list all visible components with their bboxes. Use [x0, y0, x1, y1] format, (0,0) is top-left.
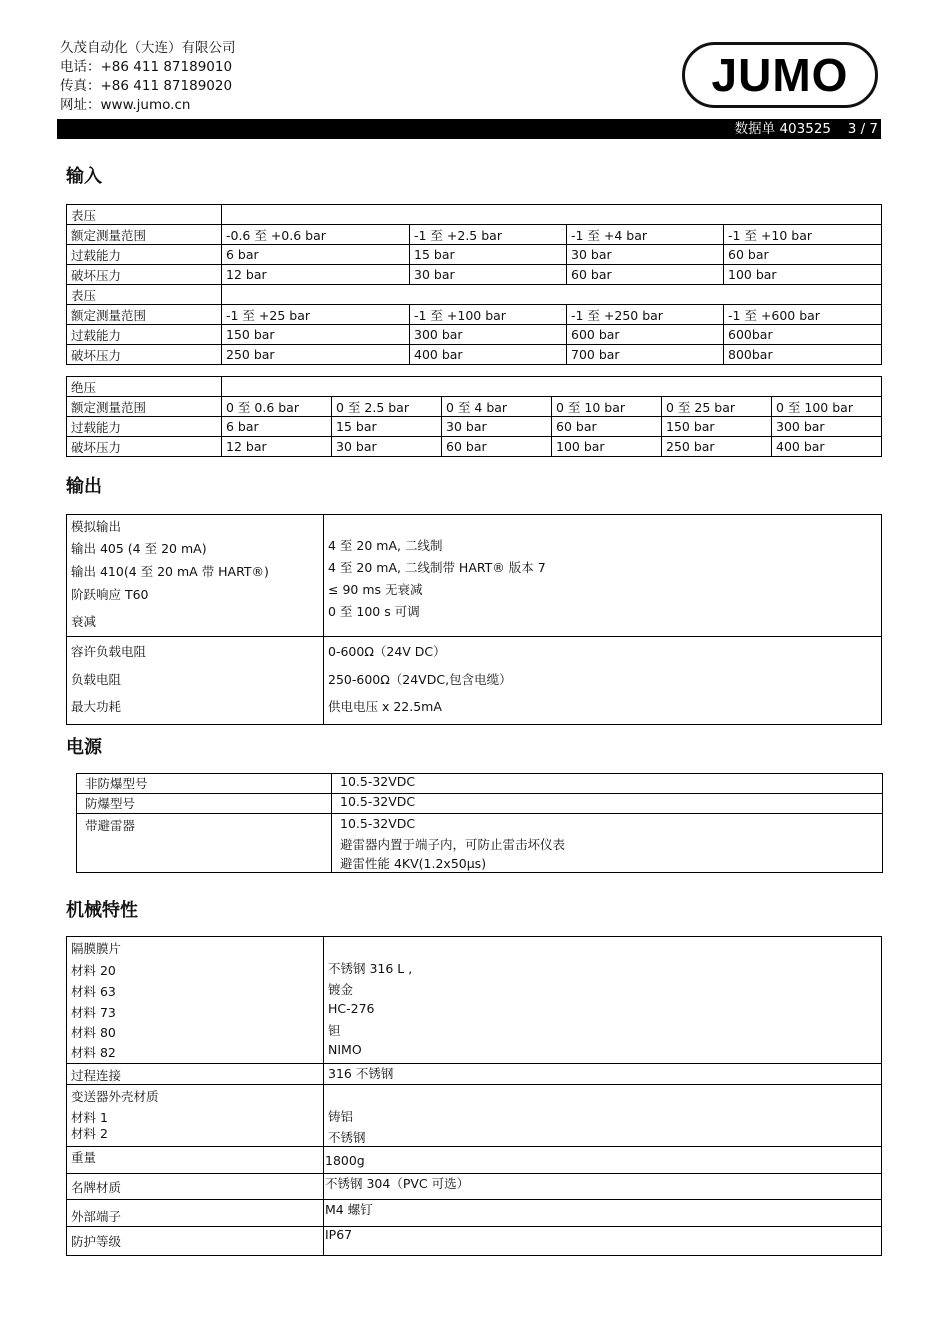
cell: 4 至 20 mA, 二线制 [328, 538, 443, 553]
row-label: 材料 82 [71, 1045, 116, 1060]
jumo-logo [682, 42, 878, 108]
group-label: 绝压 [67, 377, 222, 397]
cell: 800bar [724, 345, 882, 365]
row-label: 衰减 [71, 614, 97, 629]
row-label: 破坏压力 [67, 265, 222, 285]
cell: 60 bar [567, 265, 724, 285]
cell: 100 bar [724, 265, 882, 285]
row-label: 额定测量范围 [67, 225, 222, 245]
cell: HC-276 [328, 1001, 375, 1016]
cell: -1 至 +600 bar [724, 305, 882, 325]
cell: -1 至 +4 bar [567, 225, 724, 245]
cell: 镀金 [328, 982, 354, 997]
row-label: 过载能力 [67, 245, 222, 265]
power-table [76, 773, 883, 873]
row-label: 名牌材质 [67, 1174, 324, 1200]
table-row [67, 225, 882, 245]
row-label: 过程连接 [67, 1064, 324, 1085]
cell: 60 bar [552, 417, 662, 437]
cell: 600 bar [567, 325, 724, 345]
table-row [67, 417, 882, 437]
row-label: 材料 80 [71, 1025, 116, 1040]
table-row [67, 937, 882, 1064]
row-label: 防护等级 [67, 1227, 324, 1256]
table-row [77, 794, 883, 814]
row-label: 材料 20 [71, 963, 116, 978]
analog-output-label: 模拟输出 [71, 519, 122, 534]
cell: 30 bar [442, 417, 552, 437]
cell: 10.5-32VDC [340, 816, 416, 831]
page-number: 3 / 7 [847, 121, 878, 137]
cell: 30 bar [332, 437, 442, 457]
table-row [67, 305, 882, 325]
table-row [67, 1200, 882, 1227]
cell: 250 bar [662, 437, 772, 457]
cell: 10.5-32VDC [332, 794, 883, 814]
table-row [67, 1147, 882, 1174]
cell: 不锈钢 [328, 1130, 366, 1145]
cell: 250-600Ω（24VDC,包含电缆） [328, 672, 512, 687]
cell: M4 螺钉 [324, 1200, 882, 1227]
row-label: 输出 410(4 至 20 mA 带 HART®) [71, 564, 269, 579]
table-row [67, 245, 882, 265]
row-label: 材料 63 [71, 984, 116, 999]
contact-block [60, 39, 236, 115]
table-row [67, 1064, 882, 1085]
cell: 6 bar [222, 417, 332, 437]
cell: NIMO [328, 1042, 362, 1057]
mechanical-table [66, 936, 882, 1256]
cell: 铸铝 [328, 1109, 354, 1124]
cell: 0 至 10 bar [552, 397, 662, 417]
company-name: 久茂自动化（大连）有限公司 [60, 40, 236, 56]
cell: 10.5-32VDC [332, 774, 883, 794]
cell: 避雷器内置于端子内，可防止雷击坏仪表 [340, 837, 566, 852]
cell: 供电电压 x 22.5mA [328, 699, 442, 714]
absolute-pressure-table [66, 376, 882, 457]
logo-text: JUMO [711, 49, 849, 101]
cell: -1 至 +10 bar [724, 225, 882, 245]
cell: 6 bar [222, 245, 410, 265]
phone-number: 电话：+86 411 87189010 [60, 59, 233, 75]
row-label: 破坏压力 [67, 437, 222, 457]
row-label: 额定测量范围 [67, 397, 222, 417]
group-label: 表压 [67, 205, 222, 225]
cell: 100 bar [552, 437, 662, 457]
table-row [67, 285, 882, 305]
cell: 不锈钢 316 L , [328, 961, 413, 976]
cell: 700 bar [567, 345, 724, 365]
table-row [67, 637, 882, 725]
cell: 4 至 20 mA, 二线制带 HART® 版本 7 [328, 560, 546, 575]
cell: 600bar [724, 325, 882, 345]
cell: 0 至 0.6 bar [222, 397, 332, 417]
section-title-output: 输出 [66, 476, 102, 497]
row-label: 过载能力 [67, 325, 222, 345]
cell: 300 bar [410, 325, 567, 345]
cell: ≤ 90 ms 无衰减 [328, 582, 423, 597]
table-row [77, 814, 883, 873]
cell: 30 bar [410, 265, 567, 285]
housing-label: 变送器外壳材质 [71, 1089, 159, 1104]
cell: 400 bar [410, 345, 567, 365]
section-title-input: 输入 [66, 166, 102, 187]
row-label: 防爆型号 [77, 794, 332, 814]
row-label: 材料 2 [71, 1126, 108, 1141]
row-label: 材料 73 [71, 1005, 116, 1020]
cell: 0 至 4 bar [442, 397, 552, 417]
cell: 12 bar [222, 265, 410, 285]
row-label: 负载电阻 [71, 672, 122, 687]
table-row [67, 1227, 882, 1256]
section-title-power: 电源 [66, 737, 102, 758]
table-row [67, 397, 882, 417]
header-bar [57, 119, 881, 139]
row-label: 非防爆型号 [77, 774, 332, 794]
diaphragm-label: 隔膜膜片 [71, 941, 122, 956]
row-label: 阶跃响应 T60 [71, 587, 149, 602]
cell: 1800g [324, 1147, 882, 1174]
cell: -1 至 +2.5 bar [410, 225, 567, 245]
table-row [67, 325, 882, 345]
cell: 0 至 25 bar [662, 397, 772, 417]
cell: 12 bar [222, 437, 332, 457]
group-label: 表压 [67, 285, 222, 305]
cell: 15 bar [410, 245, 567, 265]
cell: 0 至 2.5 bar [332, 397, 442, 417]
cell: 150 bar [222, 325, 410, 345]
cell: 15 bar [332, 417, 442, 437]
gauge-pressure-table [66, 204, 882, 365]
cell: 钽 [328, 1023, 341, 1038]
table-row [77, 774, 883, 794]
cell: -1 至 +250 bar [567, 305, 724, 325]
cell: 0-600Ω（24V DC） [328, 644, 446, 659]
output-table [66, 514, 882, 725]
cell: 30 bar [567, 245, 724, 265]
row-label: 外部端子 [67, 1200, 324, 1227]
cell: 250 bar [222, 345, 410, 365]
row-label: 输出 405 (4 至 20 mA) [71, 541, 207, 556]
cell: IP67 [324, 1227, 882, 1256]
cell: 150 bar [662, 417, 772, 437]
table-row [67, 205, 882, 225]
section-title-mechanical: 机械特性 [66, 900, 138, 921]
cell: 0 至 100 bar [772, 397, 882, 417]
row-label: 材料 1 [71, 1110, 108, 1125]
cell: -1 至 +100 bar [410, 305, 567, 325]
cell: 400 bar [772, 437, 882, 457]
table-row [67, 515, 882, 637]
table-row [67, 345, 882, 365]
cell: 不锈钢 304（PVC 可选） [324, 1174, 882, 1200]
table-row [67, 265, 882, 285]
cell: -0.6 至 +0.6 bar [222, 225, 410, 245]
fax-number: 传真：+86 411 87189020 [60, 78, 233, 94]
cell: 316 不锈钢 [324, 1064, 882, 1085]
cell: 60 bar [724, 245, 882, 265]
cell: 300 bar [772, 417, 882, 437]
row-label: 最大功耗 [71, 699, 122, 714]
row-label: 带避雷器 [77, 814, 332, 873]
table-row [67, 1085, 882, 1147]
cell: 避雷性能 4KV(1.2x50μs) [340, 856, 487, 871]
cell: -1 至 +25 bar [222, 305, 410, 325]
cell: 0 至 100 s 可调 [328, 604, 420, 619]
row-label: 容许负载电阻 [71, 644, 147, 659]
datasheet-number: 数据单 403525 [734, 121, 831, 137]
website: 网址：www.jumo.cn [60, 97, 191, 113]
row-label: 破坏压力 [67, 345, 222, 365]
table-row [67, 437, 882, 457]
table-row [67, 1174, 882, 1200]
table-row [67, 377, 882, 397]
row-label: 额定测量范围 [67, 305, 222, 325]
cell: 60 bar [442, 437, 552, 457]
row-label: 过载能力 [67, 417, 222, 437]
row-label: 重量 [67, 1147, 324, 1174]
